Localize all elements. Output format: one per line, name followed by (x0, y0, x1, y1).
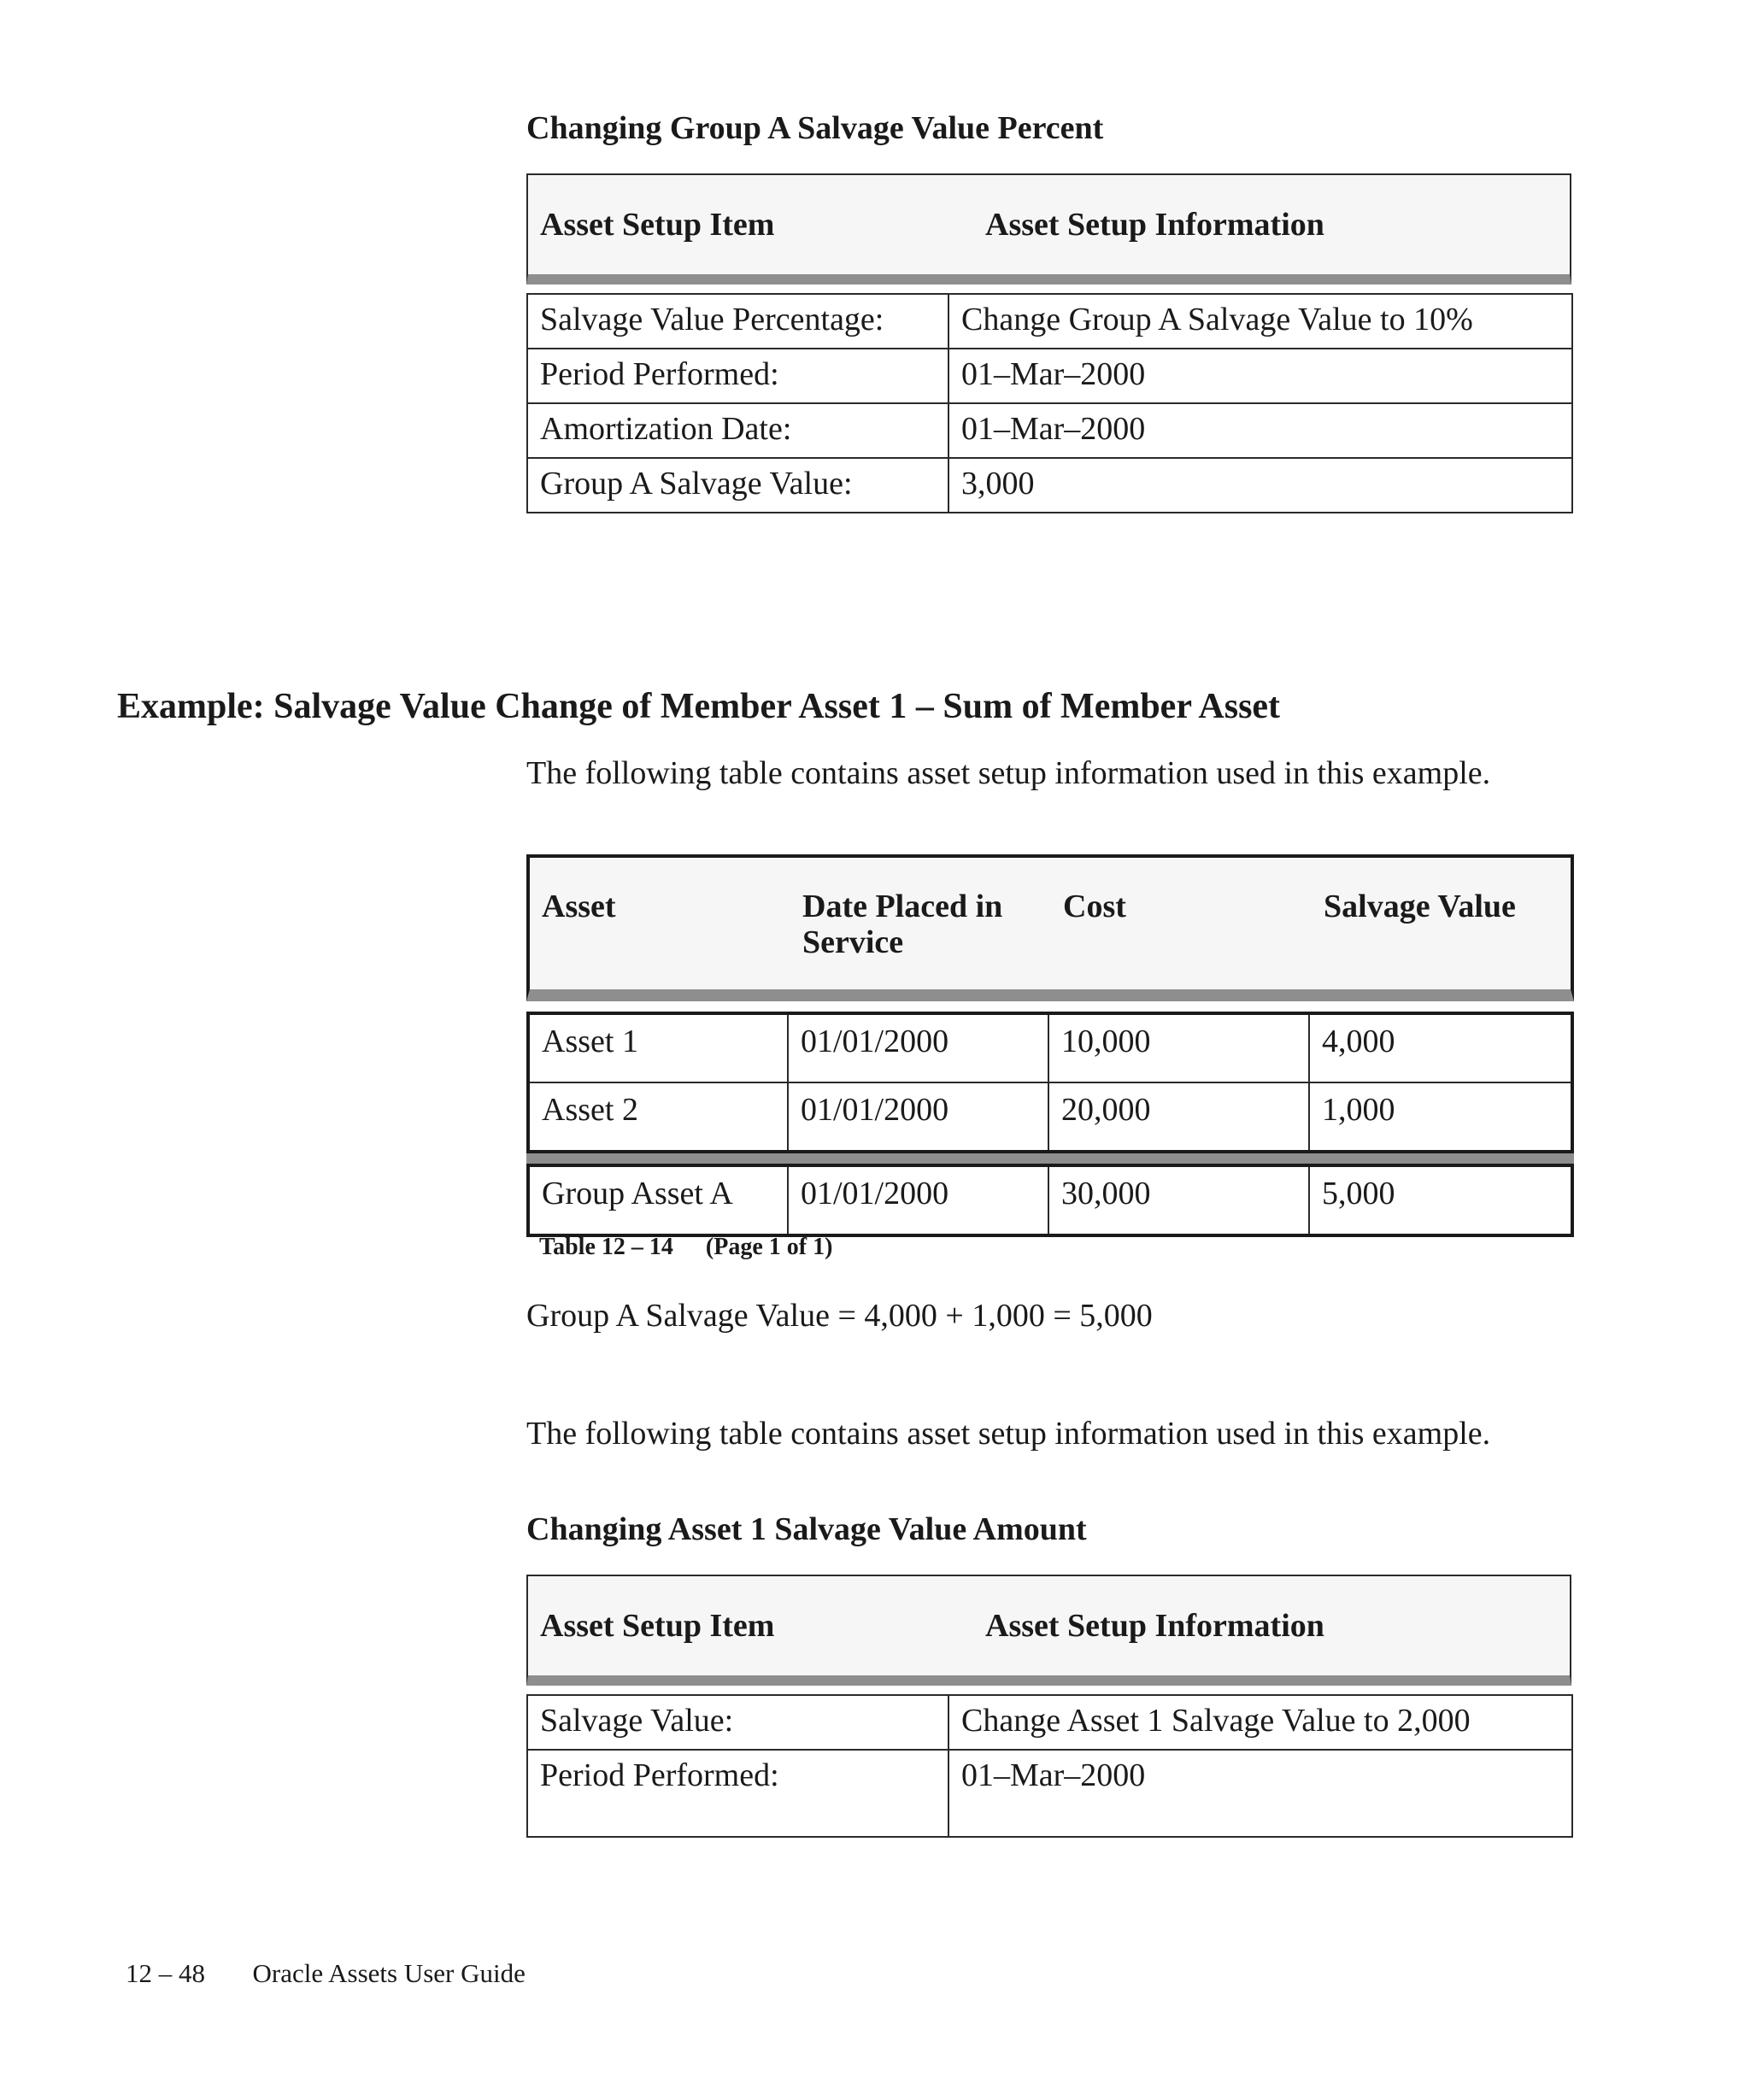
salvage-value-cell: 1,000 (1309, 1082, 1572, 1152)
date-cell: 01/01/2000 (788, 1082, 1048, 1152)
table-number-caption (539, 1232, 832, 1263)
setup-info-cell: 01–Mar–2000 (948, 403, 1572, 458)
asset-name-cell: Asset 2 (528, 1082, 788, 1152)
column-header-asset: Asset (542, 889, 616, 924)
setup-table-asset-1 (526, 1575, 1571, 1838)
table-row (527, 294, 1572, 349)
group-separator (526, 1153, 1574, 1164)
table-row (527, 1695, 1572, 1750)
table-caption-group-a-salvage-percent: Changing Group A Salvage Value Percent (526, 110, 1104, 146)
book-title: Oracle Assets User Guide (252, 1958, 526, 1988)
setup-info-cell: 3,000 (948, 458, 1572, 513)
table-row-group-total (528, 1165, 1572, 1235)
setup-info-cell: Change Group A Salvage Value to 10% (948, 294, 1572, 349)
cost-cell: 30,000 (1048, 1165, 1309, 1235)
column-header-date-placed-in-service: Date Placed in Service (802, 889, 1003, 960)
setup-table-header (526, 173, 1571, 284)
column-header-asset-setup-item: Asset Setup Item (540, 1608, 775, 1644)
page-number: 12 – 48 (126, 1958, 205, 1988)
table-row (527, 403, 1572, 458)
asset-table (526, 854, 1574, 1237)
section-heading-example: Example: Salvage Value Change of Member Asset 1 – Sum of Member Asset (117, 687, 1281, 726)
table-page-indicator: (Page 1 of 1) (705, 1234, 833, 1260)
table-row (528, 1082, 1572, 1152)
date-cell: 01/01/2000 (788, 1165, 1048, 1235)
setup-item-cell: Group A Salvage Value: (527, 458, 948, 513)
salvage-value-formula: Group A Salvage Value = 4,000 + 1,000 = 5,000 (526, 1298, 1153, 1334)
asset-name-cell: Group Asset A (528, 1165, 788, 1235)
column-header-asset-setup-information: Asset Setup Information (985, 1608, 1324, 1644)
salvage-value-cell: 5,000 (1309, 1165, 1572, 1235)
salvage-value-cell: 4,000 (1309, 1013, 1572, 1082)
table-row (527, 458, 1572, 513)
cost-cell: 20,000 (1048, 1082, 1309, 1152)
setup-table-header (526, 1575, 1571, 1686)
setup-info-cell: 01–Mar–2000 (948, 1750, 1572, 1837)
setup-item-cell: Salvage Value Percentage: (527, 294, 948, 349)
table-row (528, 1013, 1572, 1082)
table-row (527, 1750, 1572, 1837)
date-cell: 01/01/2000 (788, 1013, 1048, 1082)
page-footer (126, 1956, 526, 1991)
cost-cell: 10,000 (1048, 1013, 1309, 1082)
column-header-cost: Cost (1063, 889, 1126, 924)
setup-item-cell: Salvage Value: (527, 1695, 948, 1750)
column-header-salvage-value: Salvage Value (1324, 889, 1516, 924)
column-header-asset-setup-information: Asset Setup Information (985, 207, 1324, 243)
column-header-asset-setup-item: Asset Setup Item (540, 207, 775, 243)
setup-info-cell: Change Asset 1 Salvage Value to 2,000 (948, 1695, 1572, 1750)
setup-info-cell: 01–Mar–2000 (948, 349, 1572, 403)
setup-item-cell: Period Performed: (527, 349, 948, 403)
setup-item-cell: Amortization Date: (527, 403, 948, 458)
table-caption-asset-1-salvage-amount: Changing Asset 1 Salvage Value Amount (526, 1511, 1087, 1547)
asset-table-header (526, 854, 1574, 1001)
setup-table-group-a (526, 173, 1571, 513)
intro-paragraph: The following table contains asset setup information used in this example. (526, 755, 1491, 791)
intro-paragraph-2: The following table contains asset setup information used in this example. (526, 1416, 1491, 1452)
asset-name-cell: Asset 1 (528, 1013, 788, 1082)
table-number: Table 12 – 14 (539, 1234, 673, 1260)
table-row (527, 349, 1572, 403)
setup-item-cell: Period Performed: (527, 1750, 948, 1837)
